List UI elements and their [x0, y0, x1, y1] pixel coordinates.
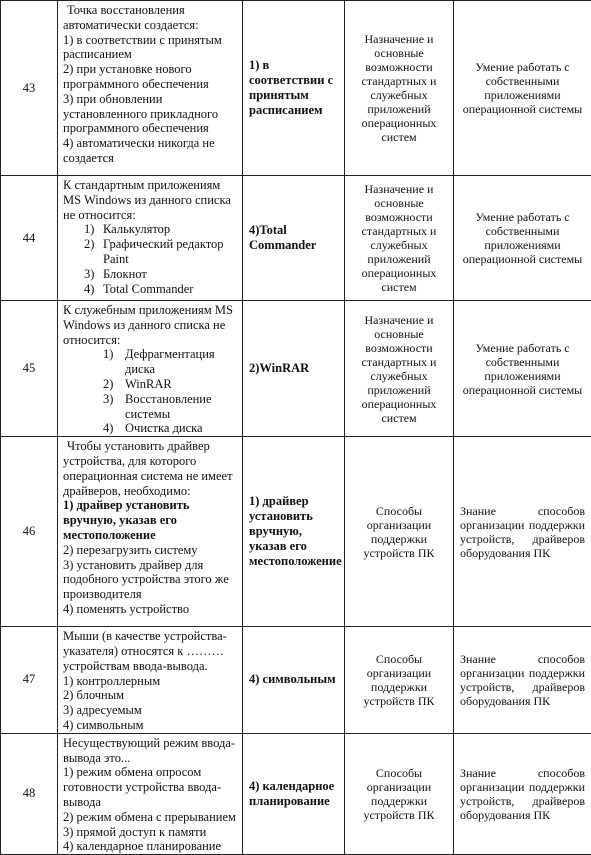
table-row [1, 176, 591, 301]
question-option: 2) блочным [63, 688, 238, 703]
subject-cell: Способы организации поддержки устройств ПК [345, 627, 454, 734]
subject-cell: Способы организации поддержки устройств ПК [345, 437, 454, 627]
answer-cell: 1) драйвер установить вручную, указав его местоположение [243, 437, 345, 627]
skill-cell: Знание способов организации поддержки устройств, драйверов оборудования ПК [454, 437, 591, 627]
subject-cell: Назначение и основные возможности стандартных и служебных приложений операционных систем [345, 301, 454, 437]
question-cell [58, 733, 243, 854]
question-text: Точка восстановления автоматически создается: [63, 3, 238, 33]
subject-cell: Назначение и основные возможности стандартных и служебных приложений операционных систем [345, 176, 454, 301]
question-option: 3) Восстановление системы [63, 392, 238, 422]
question-option: 4) автоматически никогда не создается [63, 136, 238, 166]
options-list [63, 222, 238, 296]
question-option: 3) Блокнот [63, 267, 238, 282]
question-option: 2) Графический редактор Paint [63, 237, 238, 267]
subject-cell: Способы организации поддержки устройств ПК [345, 733, 454, 854]
question-option: 3) прямой доступ к памяти [63, 825, 238, 840]
question-option: 4) календарное планирование [63, 839, 238, 854]
table-row [1, 301, 591, 437]
question-cell [58, 1, 243, 176]
skill-cell: Умение работать с собственными приложениями операционной системы [454, 301, 591, 437]
question-option: 3) при обновлении установленного прикладного программного обеспечения [63, 92, 238, 136]
answer-cell: 4) символьным [243, 627, 345, 734]
question-option: 2) WinRAR [63, 377, 238, 392]
question-option: 1) Калькулятор [63, 222, 238, 237]
row-number: 46 [1, 437, 58, 627]
question-text: К стандартным приложениям MS Windows из данного списка не относится: [63, 178, 238, 222]
table-row [1, 733, 591, 854]
question-option-correct: 1) драйвер установить вручную, указав его местоположение [63, 498, 238, 542]
answer-cell: 2)WinRAR [243, 301, 345, 437]
question-option: 4) символьным [63, 718, 238, 733]
answer-cell: 4) календарное планирование [243, 733, 345, 854]
skill-cell: Умение работать с собственными приложениями операционной системы [454, 1, 591, 176]
answer-cell: 1) в соответствии с принятым расписанием [243, 1, 345, 176]
question-option: 1) контроллерным [63, 674, 238, 689]
question-option: 2) режим обмена с прерыванием [63, 810, 238, 825]
row-number: 47 [1, 627, 58, 734]
skill-cell: Знание способов организации поддержки устройств, драйверов оборудования ПК [454, 627, 591, 734]
question-text: Чтобы установить драйвер устройства, для которого операционная система не имеет драйверов, необходимо: [63, 439, 238, 498]
table-row [1, 1, 591, 176]
subject-cell: Назначение и основные возможности стандартных и служебных приложений операционных систем [345, 1, 454, 176]
table-row [1, 627, 591, 734]
question-text: Мыши (в качестве устройства-указателя) относятся к ……… устройствам ввода-вывода. [63, 629, 238, 673]
question-option: 4) поменять устройство [63, 602, 238, 617]
question-option: 3) адресуемым [63, 703, 238, 718]
skill-cell: Умение работать с собственными приложениями операционной системы [454, 176, 591, 301]
answer-cell: 4)Total Commander [243, 176, 345, 301]
question-option: 2) перезагрузить систему [63, 543, 238, 558]
row-number: 43 [1, 1, 58, 176]
options-list [63, 347, 238, 436]
question-option: 1) режим обмена опросом готовности устройства ввода-вывода [63, 765, 238, 809]
skill-cell: Знание способов организации поддержки устройств, драйверов оборудования ПК [454, 733, 591, 854]
table-row [1, 437, 591, 627]
question-cell [58, 176, 243, 301]
question-option: 3) установить драйвер для подобного устройства этого же производителя [63, 558, 238, 602]
question-text: К служебным приложениям MS Windows из данного списка не относится: [63, 303, 238, 347]
question-cell [58, 437, 243, 627]
question-cell [58, 301, 243, 437]
row-number: 44 [1, 176, 58, 301]
question-option: 1) в соответствии с принятым расписанием [63, 33, 238, 63]
question-option: 2) при установке нового программного обеспечения [63, 62, 238, 92]
row-number: 45 [1, 301, 58, 437]
question-option: 1) Дефрагментация диска [63, 347, 238, 377]
question-cell [58, 627, 243, 734]
row-number: 48 [1, 733, 58, 854]
question-option: 4) Очистка диска [63, 421, 238, 436]
question-text: Несуществующий режим ввода-вывода это... [63, 736, 238, 766]
question-option: 4) Total Commander [63, 282, 238, 297]
